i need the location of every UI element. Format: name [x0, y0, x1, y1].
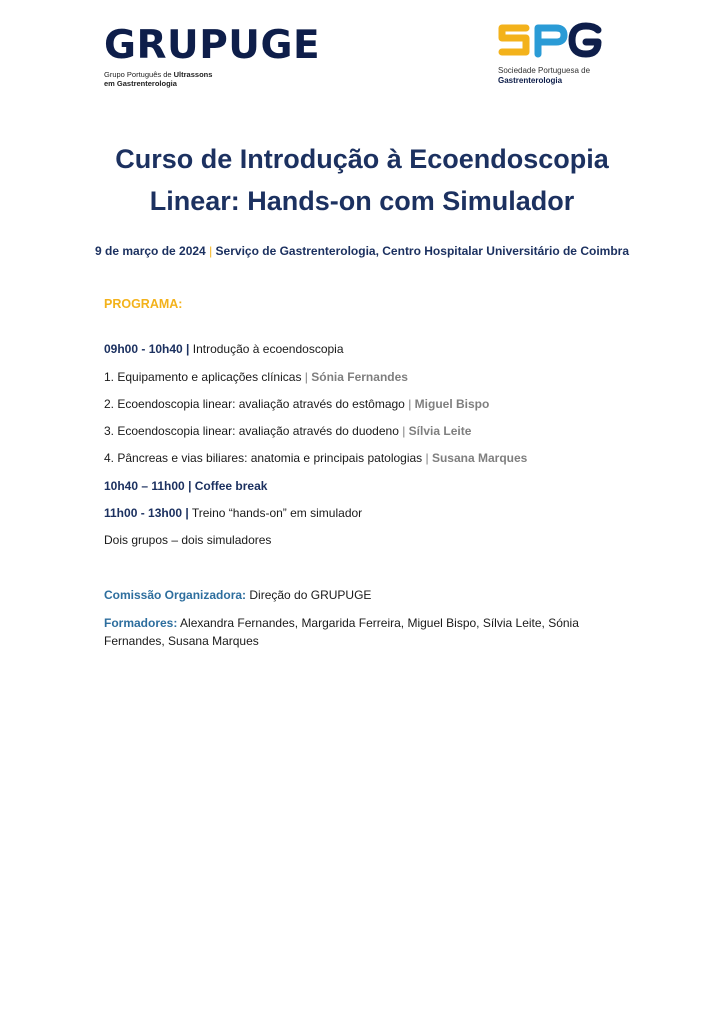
program-item: 1. Equipamento e aplicações clínicas | Sónia Fernandes — [104, 370, 408, 384]
program-heading: PROGRAMA: — [104, 297, 183, 311]
spg-logo — [498, 22, 628, 86]
page-title: Curso de Introdução à Ecoendoscopia Linear: Hands-on com Simulador — [115, 144, 609, 216]
event-venue: Serviço de Gastrenterologia, Centro Hospitalar Universitário de Coimbra — [215, 244, 629, 258]
trainers: Formadores: Alexandra Fernandes, Margarida Ferreira, Miguel Bispo, Sílvia Leite, Sónia Fernandes, Susana Marques — [104, 616, 579, 648]
event-date-venue: 9 de março de 2024 | Serviço de Gastrenterologia, Centro Hospitalar Universitário de Coimbra — [95, 244, 629, 258]
grupuge-tagline: Grupo Português de Ultrassons em Gastrenterologia — [104, 70, 213, 88]
program-item: 09h00 - 10h40 | Introdução à ecoendoscopia — [104, 342, 344, 356]
spg-mark-icon — [498, 22, 602, 58]
spg-tagline-line2: Gastrenterologia — [498, 76, 563, 85]
program-item: Dois grupos – dois simuladores — [104, 533, 272, 547]
event-date: 9 de março de 2024 — [95, 244, 206, 258]
program-item: 11h00 - 13h00 | Treino “hands-on” em simulador — [104, 506, 363, 520]
organizing-committee: Comissão Organizadora: Direção do GRUPUGE — [104, 588, 372, 602]
grupuge-wordmark: GRUPUGE — [104, 23, 321, 68]
program-item: 4. Pâncreas e vias biliares: anatomia e principais patologias | Susana Marques — [104, 451, 528, 465]
program-item: 3. Ecoendoscopia linear: avaliação através do duodeno | Sílvia Leite — [104, 424, 472, 438]
program-item: 2. Ecoendoscopia linear: avaliação através do estômago | Miguel Bispo — [104, 397, 490, 411]
grupuge-logo — [104, 23, 354, 88]
spg-tagline-line1: Sociedade Portuguesa de — [498, 66, 591, 75]
program-item: 10h40 – 11h00 | Coffee break — [104, 479, 268, 493]
